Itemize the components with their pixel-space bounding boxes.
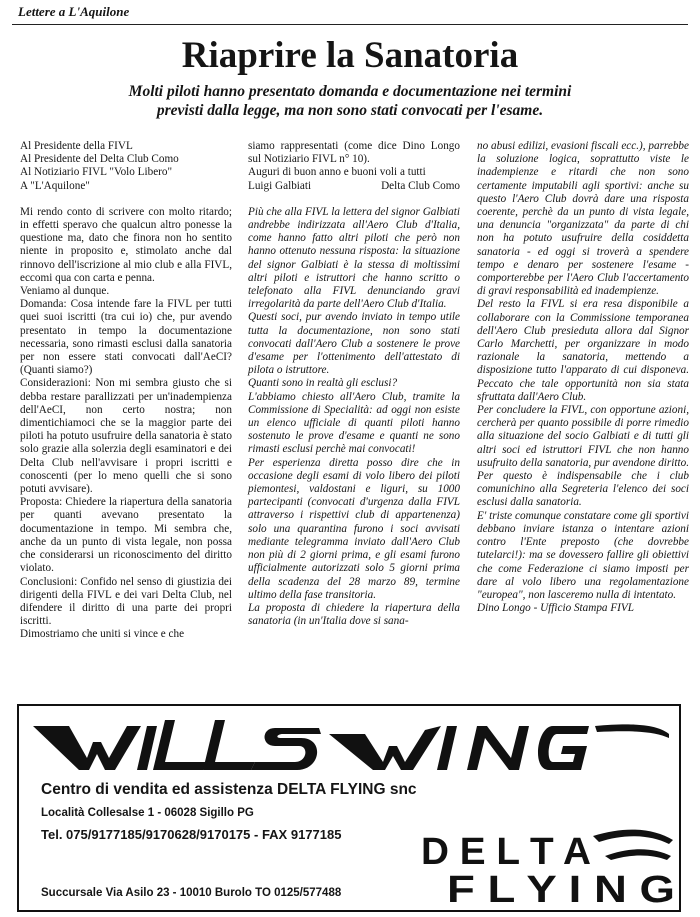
reply-paragraph: Del resto la FIVL si era resa disponibile a collaborare con la Commissione temporanea dell'Aero Club presieduta allora dal Signor Carlo Marchetti, per organizzare in modo razionale la sanatoria, mettendo a disposizione tutto l'apparato di cui disponeva. Peccato che tale opportunità non sia stata sfruttata dall'Aero Club.	[477, 298, 689, 403]
svg-text:F L Y I N G: F L Y I N G	[447, 869, 675, 906]
reply-paragraph: Per esperienza diretta posso dire che in occasione degli esami di volo libero dei piloti piemontesi, valdostani e liguri, su 1000 partecipanti (convocati d'urgenza dalla FIVL attraverso i rispettivi club di appartenenza) solo una quarantina furono i soci avvisati mediante telegramma inviato dall'Aero Club non più di 2 giorni prima, e gli esami furono ufficialmente autorizzati solo 5 giorni prima della scadenza del 28 marzo 89, termine ultimo della fase transitoria.	[248, 456, 460, 601]
column-2	[248, 140, 460, 628]
section-label: Lettere a L'Aquilone	[18, 4, 130, 19]
ad-branch-address: Succursale Via Asilo 23 - 10010 Burolo TO 0125/577488	[41, 887, 342, 899]
signature-name: Luigi Galbiati	[248, 179, 312, 192]
letter-paragraph: Proposta: Chiedere la riapertura della sanatoria per quanti avevano presentato la documentazione in tempo. Mi sembra che, anche da un punto di vista legale, non possa che considerarsi un riconoscimento del diritto violato.	[20, 496, 232, 575]
top-rule	[12, 24, 688, 25]
subtitle-line-2: previsti dalla legge, ma non sono stati convocati per l'esame.	[156, 102, 544, 119]
article-subtitle	[60, 82, 640, 120]
signature-row	[248, 180, 460, 193]
reply-paragraph: L'abbiamo chiesto all'Aero Club, tramite la Commissione di Specialità: ad oggi non esiste un elenco ufficiale di quanti piloti hanno sostenuto le prove d'esame e quanti ne sono rimasti esclusi perchè mai convocati!	[248, 390, 460, 456]
article-title: Riaprire la Sanatoria	[181, 35, 519, 76]
ad-address: Località Collesalse 1 - 06028 Sigillo PG	[41, 807, 254, 819]
letter-paragraph: Veniamo al dunque.	[20, 285, 110, 298]
reply-paragraph: Quanti sono in realtà gli esclusi?	[248, 377, 398, 390]
column-1	[20, 140, 232, 642]
wills-wing-logo	[29, 712, 673, 776]
column-3	[477, 140, 689, 615]
reply-signature: Dino Longo - Ufficio Stampa FIVL	[477, 602, 634, 615]
addressee-line: Al Presidente della FIVL	[20, 140, 133, 152]
letter-paragraph: Auguri di buon anno e buoni voli a tutti	[248, 166, 426, 179]
reply-paragraph: Questi soci, pur avendo inviato in tempo utile tutta la documentazione, non sono stati convocati dall'Aero Club a sostenere le prove d'esame per l'ottenimento dell'attestato di pilota o istruttore.	[248, 311, 460, 377]
letter-paragraph: Dimostriamo che uniti si vince e che	[20, 628, 185, 641]
letter-paragraph: Considerazioni: Non mi sembra giusto che si debba restare parallizzati per un'inadempienza dell'AeCI, non certo nostra; non dimentichiamoci che se la maggior parte dei piloti ha potuto usufruire della sanatoria è stato solo grazie alla solerzia degli esaminatori e dei Delta Club nell'avvisare i propri iscritti e conoscenti (per lo meno quelli che si sono potuti avvisare).	[20, 377, 232, 496]
letter-paragraph: Conclusioni: Confido nel senso di giustizia dei dirigenti della FIVL e dei vari Delta Club, nel difendere il diritto di una parte dei propri iscritti.	[20, 575, 232, 628]
addressee-line: Al Presidente del Delta Club Como	[20, 153, 179, 166]
delta-flying-logo	[417, 826, 679, 906]
reply-paragraph: Più che alla FIVL la lettera del signor Galbiati andrebbe indirizzata all'Aero Club d'Italia, come hanno fatto altri piloti che però non hanno ottenuto nessuna risposta: la situazione del signor Galbiati è la stessa di moltissimi altri piloti e istruttori che hanno scritto o telefonato alla FIVL denunciando gravi irregolarità da parte dell'Aero Club d'Italia.	[248, 205, 460, 311]
letter-paragraph: Mi rendo conto di scrivere con molto ritardo; in effetti speravo che qualcun altro ponesse la questione ma, dato che finora non ho sentito niente in proposito e, stimolato anche dal rinnovo dell'iscrizione al mio club e alla FIVL, eccomi qua con carta e penna.	[20, 205, 232, 284]
subtitle-line-1: Molti piloti hanno presentato domanda e documentazione nei termini	[128, 83, 572, 100]
advertisement	[17, 704, 681, 912]
signature-club: Delta Club Como	[381, 179, 460, 192]
letter-paragraph: Domanda: Cosa intende fare la FIVL per tutti quei suoi iscritti (tra cui io) che, pur avendo presentato in tempo la documentazione necessaria, sono rimasti esclusi dalla sanatoria per non essere stati convocati dall'AeCI? (Quanti siamo?)	[20, 298, 232, 377]
reply-paragraph: La proposta di chiedere la riapertura della sanatoria (in un'Italia dove si sana-	[248, 601, 460, 628]
letter-paragraph: siamo rappresentati (come dice Dino Longo sul Notiziario FIVL n° 10).	[248, 140, 460, 166]
svg-text:D E L T A: D E L T A	[421, 831, 591, 873]
addressee-line: A "L'Aquilone"	[20, 179, 90, 192]
ad-phone: Tel. 075/9177185/9170628/9170175 - FAX 9177185	[41, 827, 342, 842]
ad-headline: Centro di vendita ed assistenza DELTA FLYING snc	[41, 781, 417, 798]
reply-paragraph: no abusi edilizi, evasioni fiscali ecc.), parrebbe la soluzione logica, soprattutto viste le inadempienze e ritardi che non sono certamente imputabili agli sportivi: anche su questo l'Aero Club dovrà dare una risposta coerente, perchè da un punto di vista legale, una denuncia "organizzata" da parte di chi non ha potuto usufruire della cosiddetta sanatoria - ed oggi si troverà a spendere tempo e denaro per sostenere l'esame - comporterebbe per l'Aero Club l'accertamento di gravi responsabilità ed inadempienze.	[477, 140, 689, 298]
reply-paragraph: E' triste comunque constatare come gli sportivi debbano inviare istanza o intentare azioni contro l'Ente preposto (che dovrebbe tutelarci!): ma se dovessero fallire gli obiettivi che come Federazione ci siamo imposti per dare al volo libero una regolamentazione "europea", non lasceremo nulla di intentato.	[477, 509, 689, 601]
reply-paragraph: Per concludere la FIVL, con opportune azioni, cercherà per quanto possibile di porre rimedio alla situazione del socio Galbiati e di tutti gli altri soci ed istruttori FIVL che non hanno usufruito della sanatoria, pur avendone diritto. Per questo è indispensabile che i club comunichino alla Segreteria l'elenco dei soci esclusi dalla sanatoria.	[477, 404, 689, 509]
spacer	[248, 193, 460, 206]
spacer	[20, 193, 232, 206]
addressee-line: Al Notiziario FIVL "Volo Libero"	[20, 166, 173, 179]
